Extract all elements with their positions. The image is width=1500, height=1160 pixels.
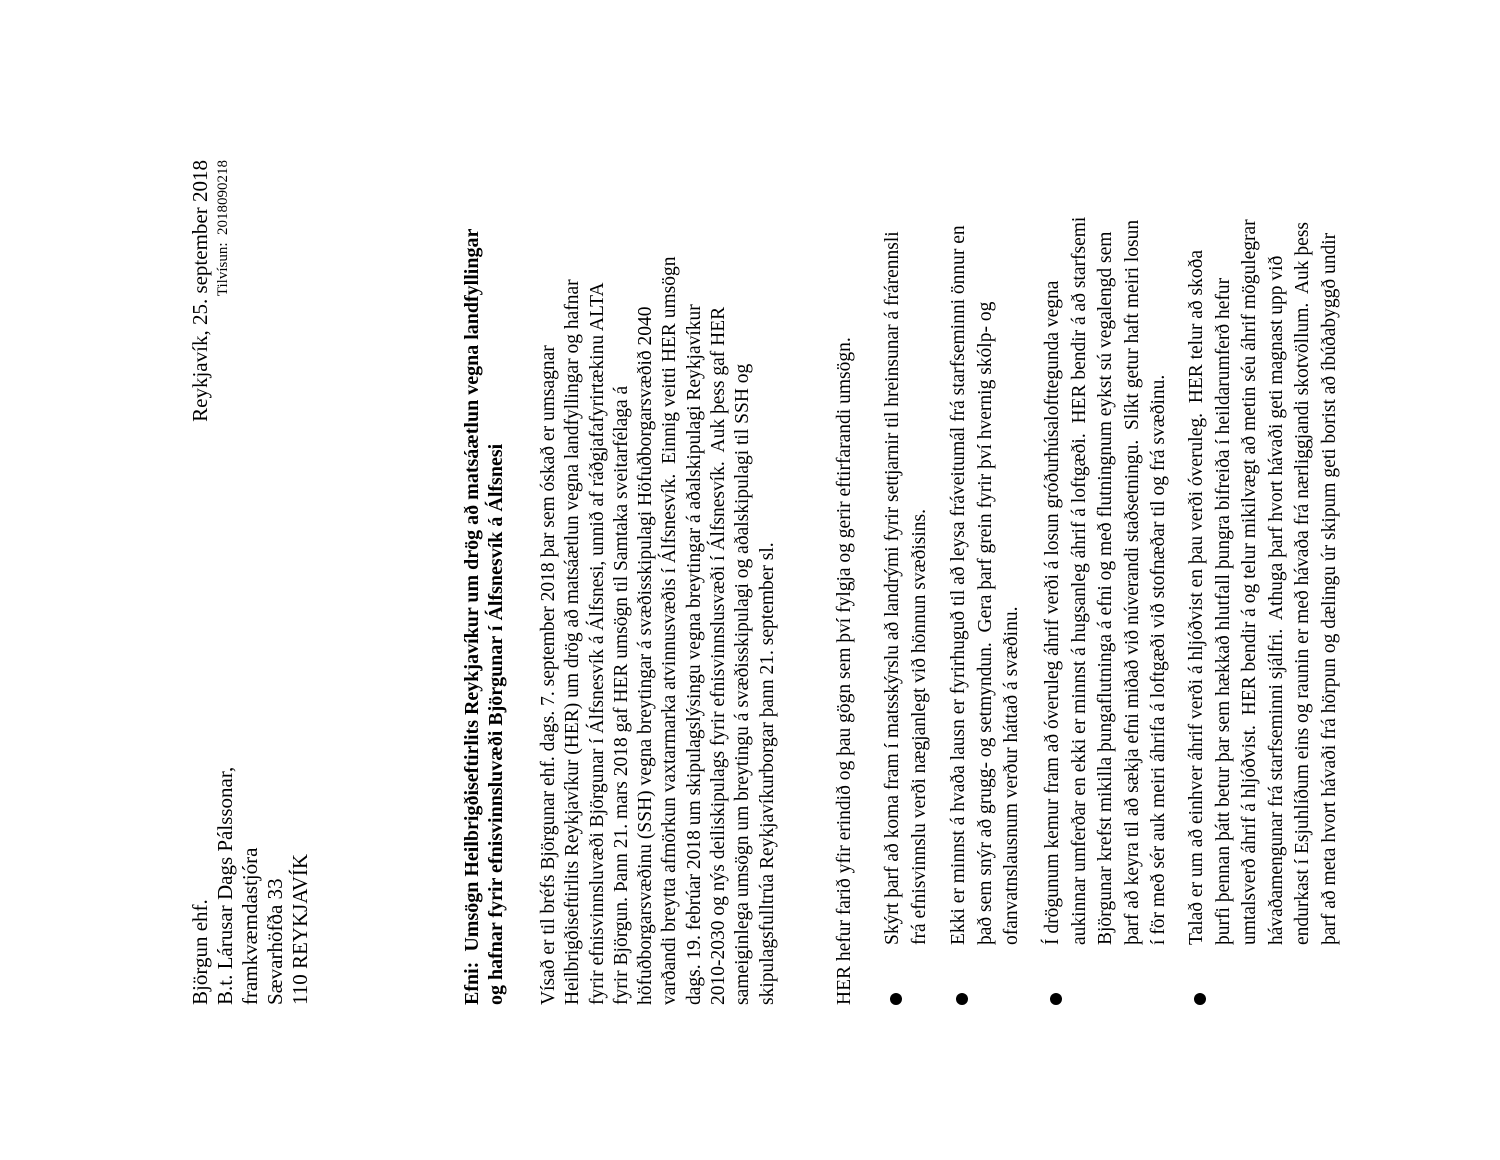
paragraph-line: varðandi breytta afmörkun vaxtarmarka atvinnusvæðis í Álfsnesvík. Einnig veitti HER umsögn <box>659 256 681 1005</box>
recipient-attention: B.t. Lárusar Dags Pálssonar, <box>213 766 237 1005</box>
subject-line: Efni: Umsögn Heilbrigðiseftirlits Reykjavíkur um drög að matsáætlun vegna landfyllingar <box>461 228 483 1005</box>
bullet-line: þurfi þennan þátt betur þar sem hækkað hlutfall þungra bifreiða í heildarumferð hefur <box>1212 277 1234 945</box>
bullet-dot-icon <box>1194 993 1206 1005</box>
bullet-line: aukinnar umferðar en ekki er minnst á hugsanleg áhrif á loftgæði. HER bendir á að starfsemi <box>1068 216 1090 945</box>
intro-paragraph <box>537 257 780 1005</box>
bullet-line: Björgunar krefst mikilla þungaflutninga á efni og með flutningnum eykst sú vegalengd sem <box>1095 231 1116 945</box>
paragraph-line: fyrir efnisvinnsluvæði Björgunar í Álfsnesvík á Álfsnesi, unnið af ráðgjafafyrirtækinu ALTA <box>586 282 608 1005</box>
paragraph-line: skipulagsfulltrúa Reykjavíkurborgar þann 21. september sl. <box>756 542 778 1005</box>
paragraph-line: Heilbrigðiseftirlits Reykjavíkur (HER) um drög að matsáætlun vegna landfyllingar og hafnar <box>562 279 584 1005</box>
bullet-line: umtalsverð áhrif á hljóðvist. HER bendir á og telur mikilvægt að metin séu áhrif mögulegrar <box>1239 219 1260 945</box>
bullet-dot-icon <box>1050 993 1062 1005</box>
recipient-title: framkvæmdastjóra <box>238 847 262 1005</box>
bullet-line: þarf að keyra til að sækja efni miðað við núverandi staðsetningu. Slíkt getur haft meiri losun <box>1121 219 1143 945</box>
bullet-line: Í drögunum kemur fram að óveruleg áhrif verði á losun gróðurhúsalofttegunda vegna <box>1042 280 1063 945</box>
paragraph-line: sameiginlega umsögn um breytingu á svæðisskipulagi og aðalskipulagi til SSH og <box>732 363 754 1005</box>
recipient-company: Björgun ehf. <box>188 899 212 1005</box>
paragraph-line: 2010-2030 og nýs deiliskipulags fyrir efnisvinnslusvæði í Álfsnesvík. Auk þess gaf HER <box>708 306 730 1005</box>
bullet-line: Skýrt þarf að koma fram í matsskýrslu að landrými fyrir settjarnir til hreinsunar á frárennsli <box>882 231 903 945</box>
paragraph-line: dags. 19. febrúar 2018 um skipulagslýsingu vegna breytingar á aðalskipulagi Reykjavíkur <box>683 304 705 1005</box>
bullet-line: Talað er um að einhver áhrif verði á hljóðvist en þau verði óveruleg. HER telur að skoða <box>1186 250 1207 945</box>
recipient-city: 110 REYKJAVÍK <box>288 853 312 1005</box>
reference-number: 2018090218 <box>215 160 231 235</box>
lead-sentence: HER hefur farið yfir erindið og þau gögn sem því fylgja og gerir eftirfarandi umsögn. <box>834 337 855 1005</box>
bullet-line: frá efnisvinnslu verði nægjanlegt við hönnun svæðisins. <box>908 508 930 945</box>
letter-date: Reykjavík, 25. september 2018 <box>188 160 212 422</box>
bullet-line: endurkast í Esjuhlíðum eins og raunin er með hávaða frá nærliggjandi skotvöllum. Auk þess <box>1292 221 1313 945</box>
subject-line: og hafnar fyrir efnisvinnsluvæði Björgunar í Álfsnesvík á Álfsnesi <box>485 443 507 1005</box>
recipient-address <box>188 767 313 1005</box>
reference-label: Tilvísun: <box>215 242 231 297</box>
bullet-line: Ekki er minnst á hvaða lausn er fyrirhuguð til að leysa fráveitumál frá starfseminni önnur en <box>948 225 969 945</box>
bullet-line: þarf að meta hvort hávaði frá hörpun og dælingu úr skipum geti borist að íbúðabyggð undir <box>1318 232 1340 945</box>
date-reference-block <box>188 160 233 422</box>
bullet-dot-icon <box>890 993 902 1005</box>
bullet-line: hávaðamengunar frá starfseminni sjálfri. Athuga þarf hvort hávaði geti magnast upp við <box>1265 255 1287 945</box>
paragraph-line: höfuðborgarsvæðinu (SSH) vegna breytingar á svæðisskipulagi Höfuðborgarsvæðið 2040 <box>635 306 657 1005</box>
bullet-dot-icon <box>956 993 968 1005</box>
recipient-street: Sævarhöfða 33 <box>263 878 287 1005</box>
bullet-line: ofanvatnslausnum verður háttað á svæðinu. <box>1001 606 1022 945</box>
bullet-line: það sem snýr að grugg- og setmyndun. Gera þarf grein fyrir því hvernig skólp- og <box>974 301 996 945</box>
paragraph-line: Vísað er til bréfs Björgunar ehf. dags. 7. september 2018 þar sem óskað er umsagnar <box>538 345 559 1005</box>
subject-heading <box>460 229 508 1005</box>
reference-line <box>213 160 233 422</box>
paragraph-line: fyrir Björgun. Þann 21. mars 2018 gaf HER umsögn til Samtaka sveitarfélaga á <box>610 385 632 1005</box>
bullet-line: í för með sér auk meiri áhrifa á loftgæði við stofnæðar til og frá svæðinu. <box>1148 374 1169 945</box>
letter-page <box>170 140 1340 1005</box>
